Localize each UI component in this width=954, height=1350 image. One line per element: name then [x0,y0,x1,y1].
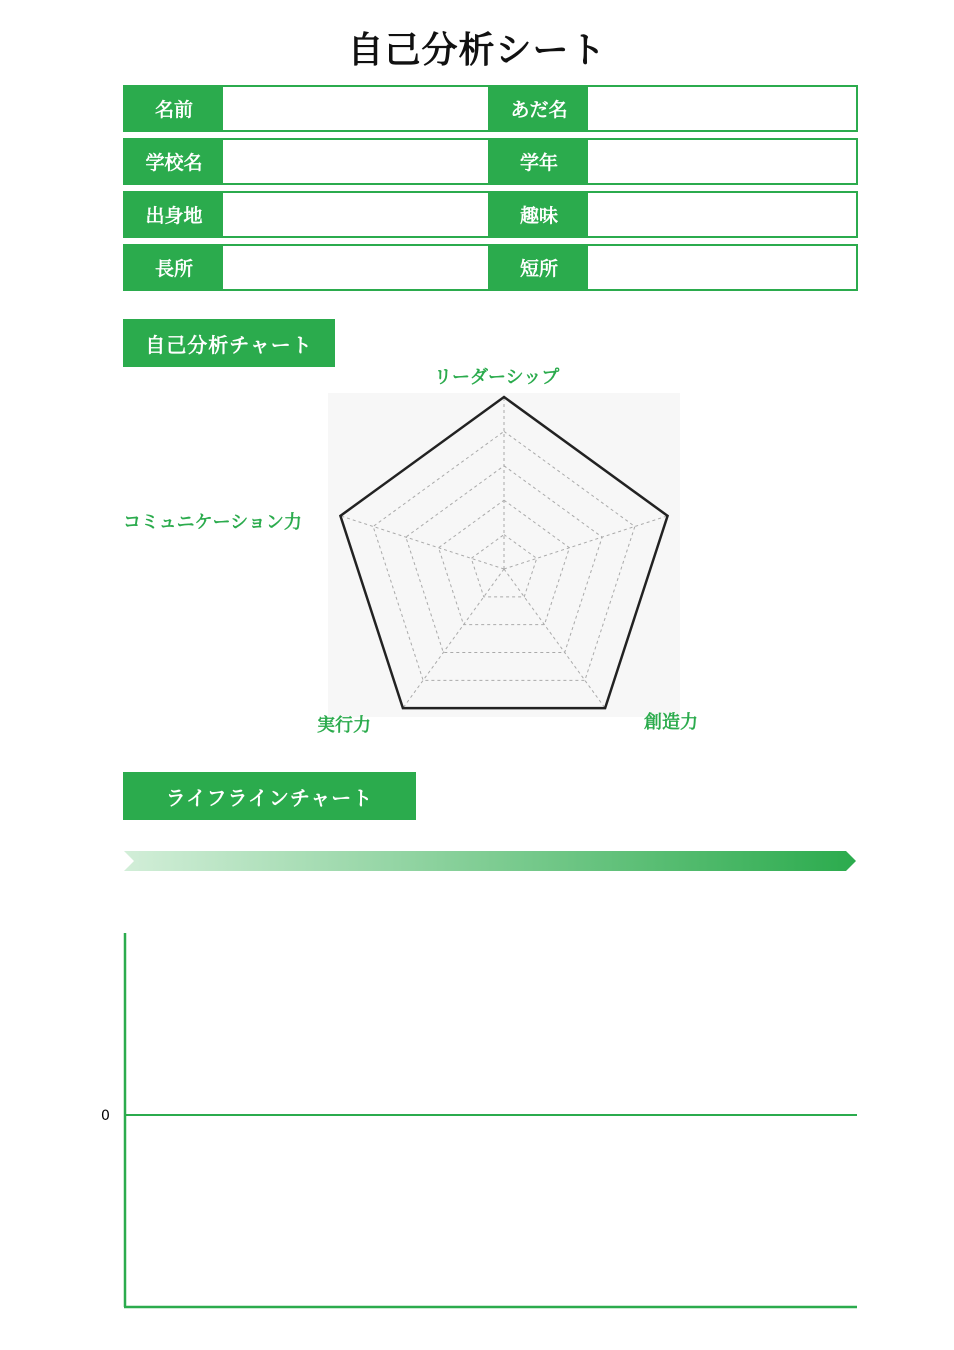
name-label: 名前 [125,87,223,130]
radar-axis-label-communication: コミュニケーション力 [123,512,302,533]
lifeline-section-heading: ライフラインチャート [123,772,416,820]
hometown-label: 出身地 [125,193,223,236]
lifeline-zero-label: 0 [101,1108,110,1124]
radar-axis-label-execution: 実行力 [317,715,371,736]
hobby-label: 趣味 [490,193,588,236]
nickname-label: あだ名 [490,87,588,130]
radar-axis-label-leadership: リーダーシップ [434,367,560,388]
radar-axis-label-creativity: 創造力 [644,712,698,733]
weaknesses-label: 短所 [490,246,588,289]
page-title: 自己分析シート [347,30,607,71]
radar-section-heading: 自己分析チャート [123,319,335,367]
grade-label: 学年 [490,140,588,183]
school-label: 学校名 [125,140,223,183]
strengths-label: 長所 [125,246,223,289]
